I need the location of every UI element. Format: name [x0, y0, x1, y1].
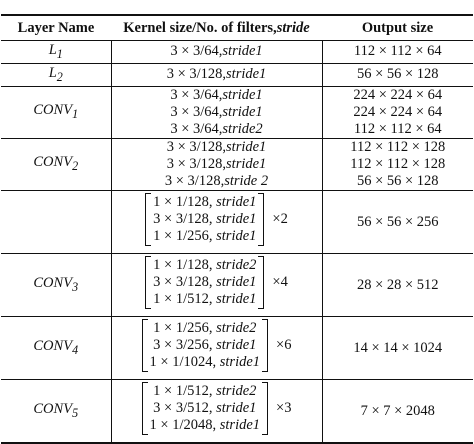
layer-name-cell: [1, 41, 111, 64]
table-row: [1, 190, 473, 253]
right-bracket: [262, 382, 268, 435]
kernel-cell: [111, 138, 322, 190]
layer-name: $CONV_5$: [33, 400, 79, 420]
kernel-line: 1 × 1/256, stride2: [153, 319, 257, 336]
kernel-cell: [111, 190, 322, 253]
kernel-block: [142, 319, 292, 372]
kernel-cell: [111, 41, 322, 64]
kernel-line: 1 × 1/512, stride1: [153, 290, 257, 307]
kernel-line: 3 × 3/128,stride1: [166, 66, 267, 83]
output-line: 56 × 56 × 128: [356, 66, 439, 83]
kernel-line: 3 × 3/128,stride1: [166, 138, 267, 155]
right-bracket: [262, 319, 268, 372]
layer-subscript: 1: [72, 107, 79, 122]
layer-name: $L_1$: [48, 42, 63, 61]
layer-name: $CONV_2$: [33, 154, 79, 174]
layer-subscript: 4: [72, 342, 79, 357]
output-line: 112 × 112 × 64: [353, 43, 442, 60]
kernel-line: 3 × 3/128, stride1: [153, 210, 257, 227]
header-row: [1, 15, 473, 41]
layer-subscript: 2: [72, 159, 79, 174]
kernel-block: [142, 382, 292, 435]
kernel-cell: [111, 316, 322, 379]
output-cell: [322, 41, 473, 64]
bracket-content: [148, 382, 263, 435]
output-line: 112 × 112 × 128: [350, 138, 446, 155]
layer-name-cell: [1, 86, 111, 138]
output-line: 112 × 112 × 128: [350, 155, 446, 172]
kernel-line: 1 × 1/1024, stride1: [149, 353, 261, 370]
kernel-line: 1 × 1/256, stride1: [153, 227, 257, 244]
repeat-multiplier: ×2: [272, 211, 288, 228]
bracket-matrix: [142, 319, 269, 372]
output-cell: 7 × 7 × 2048: [322, 379, 473, 443]
output-cell: [322, 63, 473, 86]
output-cell: 28 × 28 × 512: [322, 253, 473, 316]
kernel-line: 1 × 1/128, stride1: [153, 193, 257, 210]
output-line: 112 × 112 × 64: [353, 120, 442, 137]
kernel-block: [145, 193, 288, 246]
layer-subscript: 3: [72, 279, 79, 294]
layer-name: $CONV_4$: [33, 337, 79, 357]
kernel-line: 3 × 3/128,stride1: [166, 155, 267, 172]
output-line: 224 × 224 × 64: [353, 86, 443, 103]
bracket-matrix: [145, 193, 264, 246]
kernel-line: 1 × 1/128, stride2: [153, 256, 257, 273]
table-row: [1, 316, 473, 379]
layer-table: [1, 14, 473, 444]
kernel-line: 3 × 3/64,stride1: [170, 86, 263, 103]
layer-name-cell: [1, 379, 111, 443]
repeat-multiplier: ×6: [276, 337, 292, 354]
bracket-matrix: [142, 382, 269, 435]
kernel-line: 1 × 1/2048, stride1: [149, 416, 261, 433]
kernel-cell: [111, 253, 322, 316]
output-cell: 14 × 14 × 1024: [322, 316, 473, 379]
header-kernel: Kernel size/No. of filters,stride: [111, 15, 322, 41]
output-cell: [322, 86, 473, 138]
header-output-size: Output size: [322, 15, 473, 41]
layer-name-cell: [1, 253, 111, 316]
bracket-matrix: [145, 256, 264, 309]
kernel-line: 3 × 3/512, stride1: [153, 399, 257, 416]
kernel-line: 1 × 1/512, stride2: [153, 382, 257, 399]
kernel-line: 3 × 3/64,stride1: [170, 103, 263, 120]
layer-name-cell: [1, 190, 111, 253]
repeat-multiplier: ×3: [276, 400, 292, 417]
kernel-line: 3 × 3/128, stride1: [153, 273, 257, 290]
layer-name: $L_2$: [48, 64, 63, 84]
table-row: [1, 41, 473, 64]
layer-name-cell: [1, 63, 111, 86]
table-row: [1, 63, 473, 86]
right-bracket: [258, 193, 264, 246]
table-row: [1, 379, 473, 443]
output-cell: 56 × 56 × 256: [322, 190, 473, 253]
layer-name: $CONV_3$: [33, 274, 79, 294]
kernel-line: 3 × 3/128,stride 2: [164, 172, 269, 189]
kernel-cell: [111, 379, 322, 443]
bracket-content: [148, 319, 263, 372]
header-layer-name: Layer Name: [1, 15, 111, 41]
table-row: [1, 253, 473, 316]
kernel-line: 3 × 3/64,stride2: [170, 120, 263, 137]
layer-name-cell: [1, 138, 111, 190]
kernel-line: 3 × 3/256, stride1: [153, 336, 257, 353]
bracket-content: [151, 256, 258, 309]
output-line: 56 × 56 × 128: [356, 172, 439, 189]
layer-name-cell: [1, 316, 111, 379]
kernel-cell: [111, 86, 322, 138]
kernel-block: [145, 256, 288, 309]
layer-subscript: 1: [56, 46, 63, 61]
layer-subscript: 5: [72, 405, 79, 420]
output-line: 224 × 224 × 64: [353, 103, 443, 120]
right-bracket: [258, 256, 264, 309]
table-row: [1, 138, 473, 190]
repeat-multiplier: ×4: [272, 274, 288, 291]
output-cell: [322, 138, 473, 190]
cropped-caption: [0, 0, 474, 14]
layer-name: $CONV_1$: [33, 102, 79, 122]
bracket-content: [151, 193, 258, 246]
layer-subscript: 2: [56, 69, 63, 84]
kernel-line: 3 × 3/64,stride1: [170, 43, 263, 60]
kernel-cell: [111, 63, 322, 86]
table-row: [1, 86, 473, 138]
